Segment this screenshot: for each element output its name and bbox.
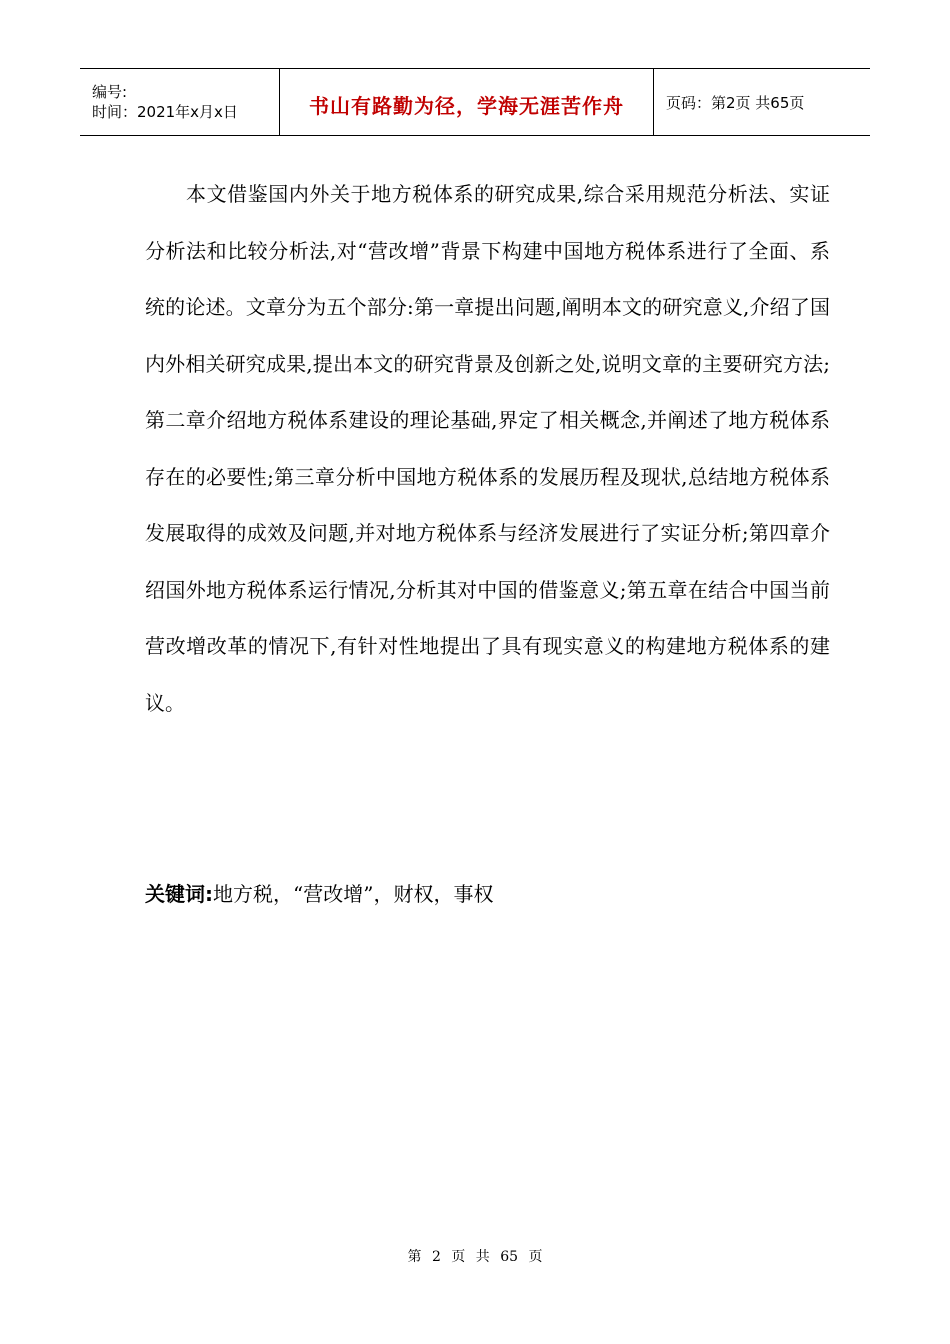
abstract-paragraph: 本文借鉴国内外关于地方税体系的研究成果,综合采用规范分析法、实证分析法和比较分析法,对“营改增”背景下构建中国地方税体系进行了全面、系统的论述。文章分为五个部分:第一章提出问题,阐明本文的研究意义,介绍了国内外相关研究成果,提出本文的研究背景及创新之处,说明文章的主要研究方法;第二章介绍地方税体系建设的理论基础,界定了相关概念,并阐述了地方税体系存在的必要性;第三章分析中国地方税体系的发展历程及现状,总结地方税体系发展取得的成效及问题,并对地方税体系与经济发展进行了实证分析;第四章介绍国外地方税体系运行情况,分析其对中国的借鉴意义;第五章在结合中国当前营改增改革的情况下,有针对性地提出了具有现实意义的构建地方税体系的建议。 xyxy=(145,182,830,715)
keywords-line xyxy=(145,878,493,907)
document-date: 时间：2021年x月x日 xyxy=(92,103,238,121)
keywords-label: 关键词: xyxy=(145,882,213,906)
header-meta xyxy=(80,69,280,135)
page-header xyxy=(80,68,870,136)
header-motto: 书山有路勤为径，学海无涯苦作舟 xyxy=(309,93,624,118)
page-footer: 第 2 页 共 65 页 xyxy=(407,1249,543,1265)
header-page-cell xyxy=(654,69,870,135)
header-page-info: 页码：第2页 共65页 xyxy=(666,93,805,112)
header-motto-cell xyxy=(280,69,654,135)
document-number-label: 编号: xyxy=(92,83,128,101)
keywords-list: 地方税，“营改增”，财权，事权 xyxy=(213,882,494,906)
